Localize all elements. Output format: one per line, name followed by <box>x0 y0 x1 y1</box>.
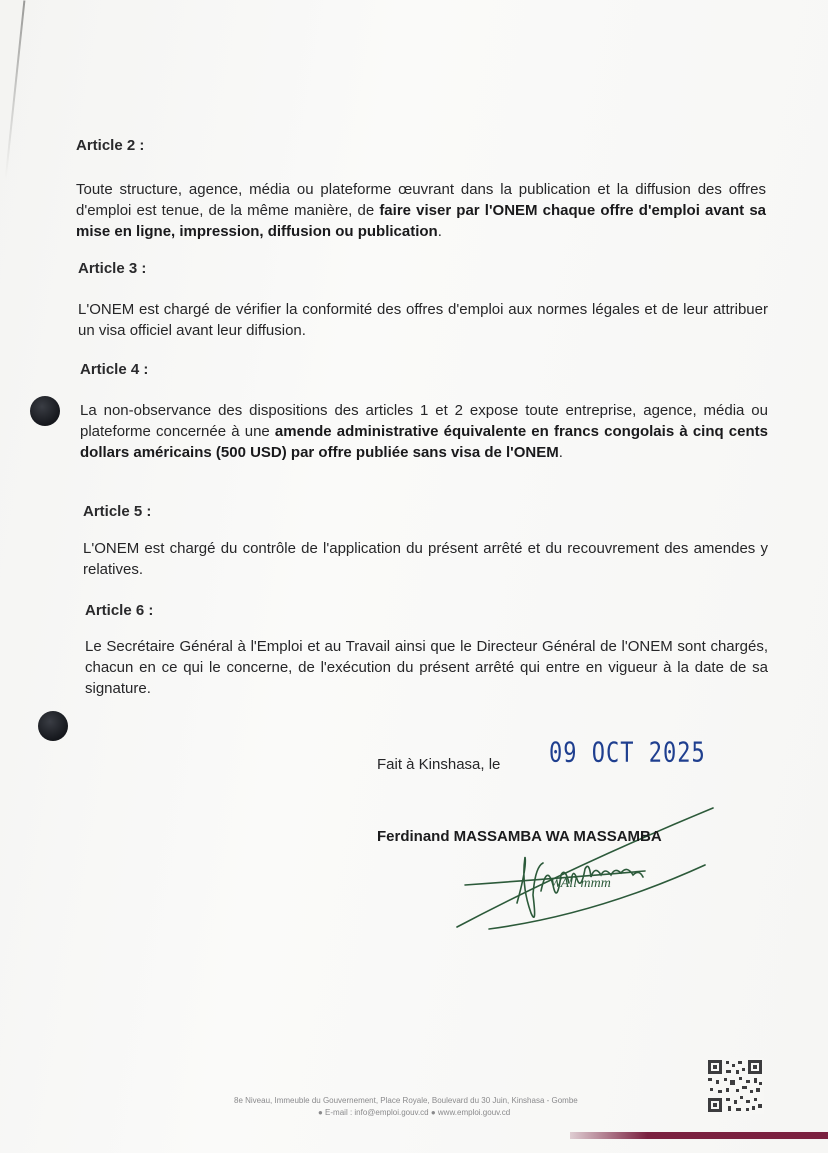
footer-bar <box>570 1132 828 1139</box>
article-3-text-part: L'ONEM est chargé de vérifier la conformité des offres d'emploi aux normes légales et de leur attribuer un visa officiel avant leur diffusion. <box>78 301 768 339</box>
place-label: Fait à Kinshasa, le <box>377 756 501 773</box>
punch-hole-icon <box>30 396 60 426</box>
article-6-text <box>85 636 768 699</box>
article-6-text-part: Le Secrétaire Général à l'Emploi et au Travail ainsi que le Directeur Général de l'ONEM sont chargés, chacun en ce qui le concerne, de l'exécution du présent arrêté qui entre en vigueur à la date de sa signature. <box>85 638 768 697</box>
article-5-text <box>83 538 768 580</box>
article-2-text <box>76 179 766 242</box>
article-2-title: Article 2 : <box>76 137 145 154</box>
article-4-text-part: La non-observance des dispositions des articles 1 et 2 expose toute entreprise, agence, média ou plateforme concernée à une <box>80 402 768 440</box>
signature-text: WAll mmm <box>550 876 611 891</box>
article-5-text-part: L'ONEM est chargé du contrôle de l'application du présent arrêté et du recouvrement des amendes y relatives. <box>83 540 768 578</box>
punch-hole-icon <box>38 711 68 741</box>
article-2-text-end: . <box>437 223 442 240</box>
article-4-text <box>80 400 768 463</box>
footer-contact: ● E-mail : info@emploi.gouv.cd ● www.emploi.gouv.cd <box>318 1108 511 1117</box>
article-4-text-end: . <box>558 444 563 461</box>
date-stamp: 09 OCT 2025 <box>549 737 706 770</box>
article-3-text <box>78 299 768 341</box>
article-4-title: Article 4 : <box>80 361 149 378</box>
article-6-title: Article 6 : <box>85 602 154 619</box>
page-fold-line <box>5 0 26 179</box>
signer-name: Ferdinand MASSAMBA WA MASSAMBA <box>377 828 662 845</box>
footer-address: 8e Niveau, Immeuble du Gouvernement, Place Royale, Boulevard du 30 Juin, Kinshasa - Gombe <box>234 1096 578 1105</box>
article-2-text-bold: faire viser par l'ONEM chaque offre d'emploi avant sa mise en ligne, impression, diffusion ou publication <box>76 202 767 240</box>
signature-icon <box>455 805 725 945</box>
qr-code-icon <box>706 1058 764 1114</box>
article-4-text-bold: amende administrative équivalente en francs congolais à cinq cents dollars américains (500 USD) par offre publiée sans visa de l'ONEM <box>80 423 768 461</box>
article-3-title: Article 3 : <box>78 260 147 277</box>
article-2-text-part: Toute structure, agence, média ou plateforme œuvrant dans la publication et la diffusion des offres d'emploi est tenue, de la même manière, de <box>76 181 766 219</box>
article-5-title: Article 5 : <box>83 503 152 520</box>
